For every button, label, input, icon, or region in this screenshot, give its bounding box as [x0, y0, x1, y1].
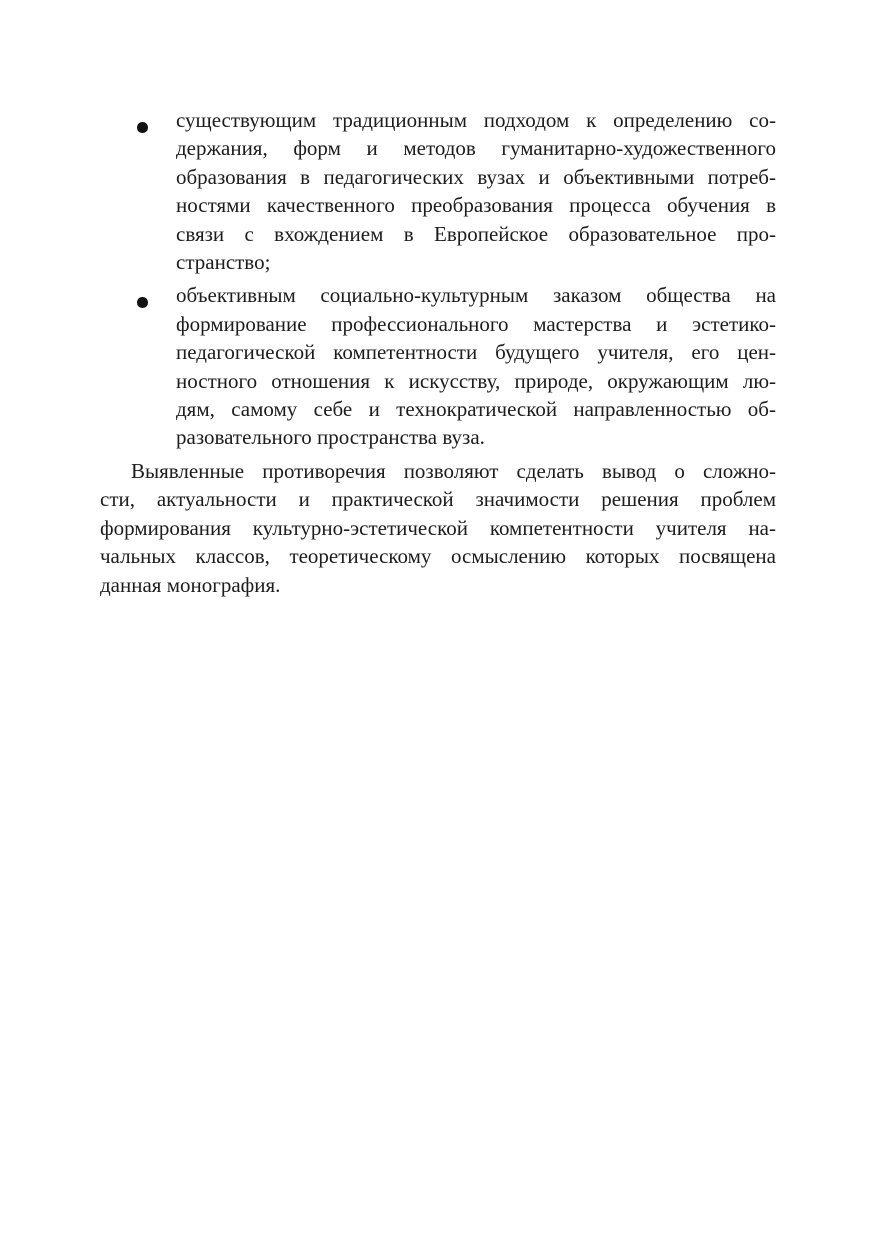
text-line: формирования культурно-эстетической компетентности учителя на- — [100, 515, 776, 540]
text-line: существующим традиционным подходом к определению со- — [176, 108, 776, 132]
closing-paragraph — [100, 457, 776, 599]
text-line: чальных классов, теоретическому осмыслению которых посвящена — [100, 544, 776, 569]
text-line: странство; — [176, 250, 271, 275]
page-content — [100, 106, 776, 599]
text-line: связи с вхождением в Европейское образовательное про- — [176, 221, 776, 246]
bullet-icon — [137, 297, 148, 308]
text-line: объективным социально-культурным заказом общества на — [176, 283, 776, 308]
text-line: держания, форм и методов гуманитарно-художественного — [176, 136, 776, 161]
text-line: данная монография. — [100, 572, 281, 597]
list-item — [100, 281, 776, 451]
text-line: ностями качественного преобразования процесса обучения в — [176, 193, 776, 218]
text-line: образования в педагогических вузах и объективными потреб- — [176, 164, 776, 189]
text-line: разовательного пространства вуза. — [176, 425, 485, 450]
text-line: Выявленные противоречия позволяют сделать вывод о сложно- — [131, 458, 776, 483]
text-line: сти, актуальности и практической значимости решения проблем — [100, 487, 776, 512]
text-line: педагогической компетентности будущего учителя, его цен- — [176, 340, 776, 365]
text-line: ностного отношения к искусству, природе, окружающим лю- — [176, 368, 776, 393]
bullet-icon — [137, 122, 148, 133]
list-item — [100, 106, 776, 276]
text-line: формирование профессионального мастерства и эстетико- — [176, 311, 776, 336]
text-line: дям, самому себе и технократической направленностью об- — [176, 397, 776, 422]
